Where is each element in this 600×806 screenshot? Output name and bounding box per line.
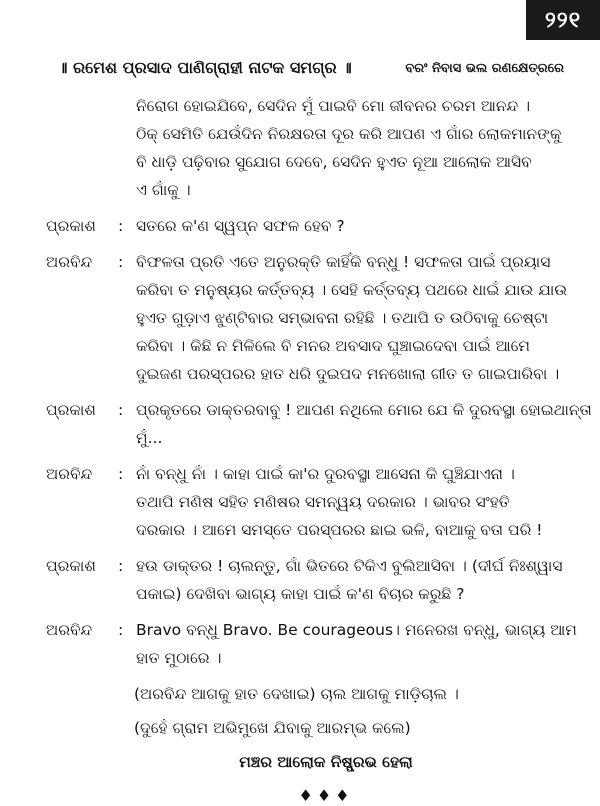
text-line: ପକାଇ) ଦେଖିବା ଭାଗ୍ୟ କାହା ପାଇଁ କ'ଣ ବିଚାର କରୁଛି ? — [136, 585, 465, 603]
text-line: ହୁଏତ ଗୁଡ଼ାଏ ଝୁଣ୍ଟିବାର ସମ୍ଭାବନା ରହିଛି । ତଥାପି ତ ଉଠିବାକୁ ଚେଷ୍ଟା — [136, 309, 549, 327]
dialogue-entry — [46, 248, 566, 388]
page-number: ୨୨୧ — [526, 0, 600, 40]
book-title: ॥ ରମେଶ ପ୍ରସାଦ ପାଣିଗ୍ରାହୀ ନାଟକ ସମଗ୍ର ॥ — [58, 58, 352, 77]
speech-text — [136, 552, 566, 608]
speaker-name: ପ୍ରକାଶ — [46, 557, 96, 575]
text-line: ପ୍ରକୃତରେ ଡାକ୍ତରବାବୁ ! ଆପଣ ନଥିଲେ ମୋର ଯେ କି ଦୁରବସ୍ଥା ହୋଇଥାନ୍ତା — [136, 401, 592, 419]
text-line: ମୁଁ... — [136, 429, 163, 447]
speaker-colon: : — [118, 465, 124, 483]
text-line: କରିବା । କିଛି ନ ମିଳିଲେ ବି ମନର ଅବସାଦ ଘୁଞ୍ଚାଇଦେବା ପାଇଁ ଆମେ — [136, 337, 530, 355]
text-line: ନାଁ ବନ୍ଧୁ ନାଁ । କାହା ପାଇଁ କା'ର ଦୁରବସ୍ଥା ଆସେନା କି ଘୁଞ୍ଚିଯାଏନା । — [136, 465, 515, 483]
speaker-name: ଅରବିନ୍ଦ — [46, 253, 93, 271]
diamond-ornament-icon: ♦♦♦ — [298, 786, 354, 805]
page-body — [46, 92, 592, 806]
stage-direction: (ଦୁହେଁ ଗ୍ରାମ ଅଭିମୁଖେ ଯିବାକୁ ଆରମ୍ଭ କଲେ) — [134, 719, 411, 737]
text-line: ଦୁଇଜଣ ପରସ୍ପରର ହାତ ଧରି ଦୁଇପଦ ମନଖୋଲା ଗୀତ ତ ଗାଇପାରିବା । — [136, 365, 560, 383]
speaker-colon: : — [118, 557, 124, 575]
speaker-name: ପ୍ରକାଶ — [46, 217, 96, 235]
dialogue-entry — [46, 616, 577, 672]
play-title: ବରଂ ନିବାସ ଭଲ ରଣକ୍ଷେତ୍ରରେ — [405, 60, 564, 76]
dialogue-entry — [46, 396, 592, 452]
text-line: କରିବା ତ ମନୁଷ୍ୟର କର୍ତ୍ତବ୍ୟ । ସେହି କର୍ତ୍ତବ୍ୟ ପଥରେ ଧାଇଁ ଯାଉ ଯାଉ — [136, 281, 568, 299]
text-line: ହଉ ଡାକ୍ତର ! ଚାଲନ୍ତୁ, ଗାଁ ଭିତରେ ଟିକିଏ ବୁଲିଆସିବା । (ଦୀର୍ଘ ନିଃଶ୍ୱାସ — [136, 557, 563, 575]
speaker-name: ପ୍ରକାଶ — [46, 401, 96, 419]
text-line: ନିରୋଗ ହୋଇଯିବେ, ସେଦିନ ମୁଁ ପାଇବି ମୋ ଜୀବନର ଚରମ ଆନନ୍ଦ । — [136, 97, 531, 115]
speech-text — [136, 616, 577, 672]
dialogue-entry — [46, 552, 566, 608]
speech-text — [136, 460, 566, 544]
speech-text — [136, 396, 592, 452]
dialogue-entry — [46, 460, 566, 544]
speech-text — [136, 248, 567, 388]
closing-line: ମଞ୍ଚର ଆଲୋକ ନିଷ୍ପ୍ରଭ ହେଲା — [239, 753, 413, 771]
speech-text — [136, 212, 566, 240]
speaker-name: ଅରବିନ୍ଦ — [46, 465, 93, 483]
running-header — [58, 56, 564, 80]
text-line: ହାତ ମୁଠାରେ । — [136, 649, 222, 667]
opening-speech — [136, 92, 566, 204]
text-line: ବି ଧାଡ଼ି ପଢ଼ିବାର ସୁଯୋଗ ଦେବେ, ସେଦିନ ହୁଏତ ନୂଆ ଆଲୋକ ଆସିବ — [136, 153, 532, 171]
stage-direction: (ଅରବିନ୍ଦ ଆଗକୁ ହାତ ଦେଖାଇ) ଚାଲ ଆଗକୁ ମାଡ଼ିଚାଲ । — [134, 685, 459, 703]
text-line: ଠିକ୍ ସେମିତି ଯେଉଁଦିନ ନିରକ୍ଷରତା ଦୂର କରି ଆପଣ ଏ ଗାଁର ଲୋକମାନଙ୍କୁ — [136, 125, 562, 143]
speaker-colon: : — [118, 253, 124, 271]
speaker-colon: : — [118, 217, 124, 235]
speaker-colon: : — [118, 401, 124, 419]
text-line: ଦରକାର । ଆମେ ସମସ୍ତେ ପରସ୍ପରର ଛାଇ ଭଳି, ବାଆକୁ ବତା ପରି ! — [136, 521, 543, 539]
text-line: ତଥାପି ମଣିଷ ସହିତ ମଣିଷର ସମନ୍ୱୟ ଦରକାର । ଭାବର ସଂହତି — [136, 493, 510, 511]
speaker-name: ଅରବିନ୍ଦ — [46, 621, 93, 639]
dialogue-entry — [46, 212, 566, 240]
text-line: ଏ ଗାଁକୁ । — [136, 181, 191, 199]
speaker-colon: : — [118, 621, 124, 639]
text-line: ସତରେ କ'ଣ ସ୍ୱପ୍ନ ସଫଳ ହେବ ? — [136, 217, 345, 235]
text-line: ବିଫଳତା ପ୍ରତି ଏତେ ଅନୁରକ୍ତି କାହିଁକି ବନ୍ଧୁ ! ସଫଳତା ପାଇଁ ପ୍ରୟାସ — [136, 253, 551, 271]
text-line: Bravo ବନ୍ଧୁ Bravo. Be courageous। ମନେରଖ ବନ୍ଧୁ, ଭାଗ୍ୟ ଆମ — [136, 621, 577, 639]
